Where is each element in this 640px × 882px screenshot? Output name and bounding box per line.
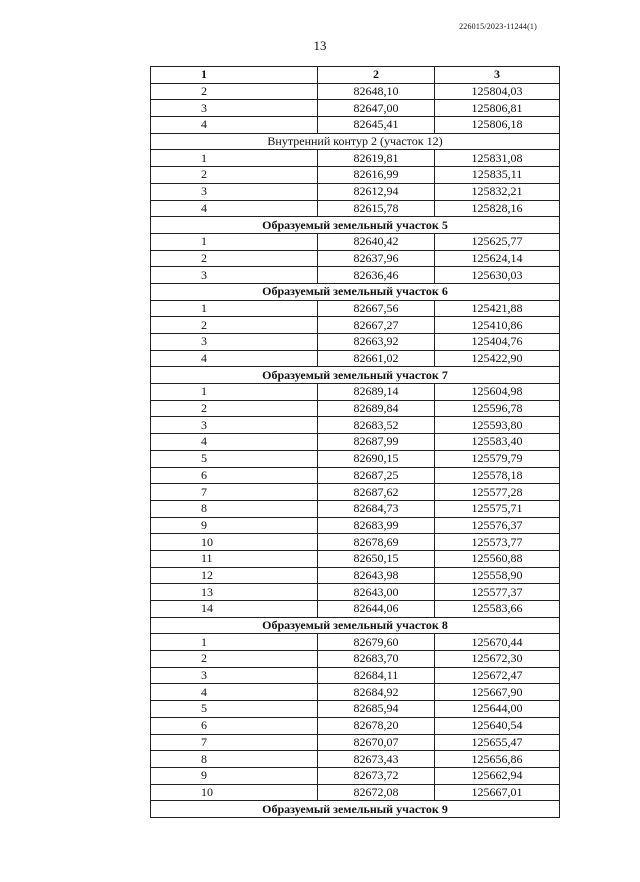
- point-number-cell: 7: [151, 734, 318, 751]
- point-number-cell: 2: [151, 400, 318, 417]
- point-number-cell: 2: [151, 250, 318, 267]
- x-coordinate-cell: 82689,14: [318, 384, 435, 401]
- y-coordinate-cell: 125804,03: [435, 83, 560, 100]
- point-number-cell: 5: [151, 701, 318, 718]
- table-row: [151, 584, 560, 601]
- point-number-cell: 4: [151, 684, 318, 701]
- point-number-cell: 3: [151, 334, 318, 351]
- y-coordinate-cell: 125667,90: [435, 684, 560, 701]
- table-row: [151, 534, 560, 551]
- section-title: Образуемый земельный участок 7: [151, 367, 560, 384]
- table-header-row: [151, 67, 560, 84]
- section-title: Образуемый земельный участок 8: [151, 617, 560, 634]
- x-coordinate-cell: 82673,72: [318, 767, 435, 784]
- y-coordinate-cell: 125575,71: [435, 500, 560, 517]
- x-coordinate-cell: 82683,52: [318, 417, 435, 434]
- point-number-cell: 1: [151, 150, 318, 167]
- table-row: [151, 517, 560, 534]
- y-coordinate-cell: 125604,98: [435, 384, 560, 401]
- y-coordinate-cell: 125410,86: [435, 317, 560, 334]
- y-coordinate-cell: 125672,30: [435, 651, 560, 668]
- point-number-cell: 2: [151, 651, 318, 668]
- x-coordinate-cell: 82684,11: [318, 667, 435, 684]
- x-coordinate-cell: 82687,25: [318, 467, 435, 484]
- y-coordinate-cell: 125404,76: [435, 334, 560, 351]
- header-cell-y: 3: [435, 67, 560, 84]
- point-number-cell: 4: [151, 117, 318, 134]
- y-coordinate-cell: 125583,40: [435, 434, 560, 451]
- x-coordinate-cell: 82678,20: [318, 717, 435, 734]
- x-coordinate-cell: 82647,00: [318, 100, 435, 117]
- y-coordinate-cell: 125576,37: [435, 517, 560, 534]
- x-coordinate-cell: 82678,69: [318, 534, 435, 551]
- y-coordinate-cell: 125806,18: [435, 117, 560, 134]
- table-row: [151, 350, 560, 367]
- table-row: [151, 384, 560, 401]
- table-row: [151, 167, 560, 184]
- section-header-row: [151, 367, 560, 384]
- point-number-cell: 1: [151, 634, 318, 651]
- point-number-cell: 12: [151, 567, 318, 584]
- coordinates-table: [150, 66, 560, 818]
- x-coordinate-cell: 82644,06: [318, 601, 435, 618]
- x-coordinate-cell: 82687,62: [318, 484, 435, 501]
- point-number-cell: 9: [151, 767, 318, 784]
- table-row: [151, 400, 560, 417]
- x-coordinate-cell: 82643,00: [318, 584, 435, 601]
- x-coordinate-cell: 82648,10: [318, 83, 435, 100]
- point-number-cell: 11: [151, 550, 318, 567]
- y-coordinate-cell: 125644,00: [435, 701, 560, 718]
- x-coordinate-cell: 82667,27: [318, 317, 435, 334]
- x-coordinate-cell: 82670,07: [318, 734, 435, 751]
- section-header-row: [151, 133, 560, 150]
- x-coordinate-cell: 82643,98: [318, 567, 435, 584]
- table-row: [151, 150, 560, 167]
- y-coordinate-cell: 125655,47: [435, 734, 560, 751]
- point-number-cell: 1: [151, 384, 318, 401]
- x-coordinate-cell: 82615,78: [318, 200, 435, 217]
- table-row: [151, 317, 560, 334]
- table-row: [151, 450, 560, 467]
- x-coordinate-cell: 82687,99: [318, 434, 435, 451]
- table-row: [151, 684, 560, 701]
- point-number-cell: 6: [151, 717, 318, 734]
- point-number-cell: 3: [151, 267, 318, 284]
- y-coordinate-cell: 125625,77: [435, 233, 560, 250]
- section-header-row: [151, 217, 560, 234]
- table-row: [151, 717, 560, 734]
- table-row: [151, 567, 560, 584]
- table-row: [151, 83, 560, 100]
- x-coordinate-cell: 82637,96: [318, 250, 435, 267]
- table-row: [151, 751, 560, 768]
- x-coordinate-cell: 82690,15: [318, 450, 435, 467]
- y-coordinate-cell: 125560,88: [435, 550, 560, 567]
- point-number-cell: 2: [151, 83, 318, 100]
- x-coordinate-cell: 82673,43: [318, 751, 435, 768]
- x-coordinate-cell: 82661,02: [318, 350, 435, 367]
- table-row: [151, 701, 560, 718]
- header-cell-point: 1: [151, 67, 318, 84]
- point-number-cell: 8: [151, 500, 318, 517]
- y-coordinate-cell: 125624,14: [435, 250, 560, 267]
- table-row: [151, 784, 560, 801]
- y-coordinate-cell: 125583,66: [435, 601, 560, 618]
- document-number: 226015/2023-11244(1): [459, 22, 537, 31]
- point-number-cell: 13: [151, 584, 318, 601]
- point-number-cell: 3: [151, 183, 318, 200]
- x-coordinate-cell: 82619,81: [318, 150, 435, 167]
- y-coordinate-cell: 125558,90: [435, 567, 560, 584]
- table-row: [151, 100, 560, 117]
- x-coordinate-cell: 82684,92: [318, 684, 435, 701]
- table-row: [151, 634, 560, 651]
- table-row: [151, 417, 560, 434]
- table-row: [151, 767, 560, 784]
- x-coordinate-cell: 82650,15: [318, 550, 435, 567]
- x-coordinate-cell: 82612,94: [318, 183, 435, 200]
- y-coordinate-cell: 125579,79: [435, 450, 560, 467]
- y-coordinate-cell: 125422,90: [435, 350, 560, 367]
- point-number-cell: 10: [151, 534, 318, 551]
- point-number-cell: 4: [151, 350, 318, 367]
- table-row: [151, 734, 560, 751]
- point-number-cell: 5: [151, 450, 318, 467]
- point-number-cell: 2: [151, 167, 318, 184]
- point-number-cell: 4: [151, 434, 318, 451]
- table-row: [151, 200, 560, 217]
- x-coordinate-cell: 82645,41: [318, 117, 435, 134]
- point-number-cell: 4: [151, 200, 318, 217]
- table-row: [151, 651, 560, 668]
- y-coordinate-cell: 125832,21: [435, 183, 560, 200]
- point-number-cell: 8: [151, 751, 318, 768]
- table-row: [151, 267, 560, 284]
- section-title: Образуемый земельный участок 5: [151, 217, 560, 234]
- table-row: [151, 183, 560, 200]
- section-header-row: [151, 801, 560, 818]
- y-coordinate-cell: 125578,18: [435, 467, 560, 484]
- coordinates-table-body: [151, 67, 560, 818]
- x-coordinate-cell: 82683,99: [318, 517, 435, 534]
- y-coordinate-cell: 125421,88: [435, 300, 560, 317]
- point-number-cell: 6: [151, 467, 318, 484]
- y-coordinate-cell: 125672,47: [435, 667, 560, 684]
- table-row: [151, 334, 560, 351]
- x-coordinate-cell: 82663,92: [318, 334, 435, 351]
- y-coordinate-cell: 125577,28: [435, 484, 560, 501]
- x-coordinate-cell: 82689,84: [318, 400, 435, 417]
- section-title: Образуемый земельный участок 9: [151, 801, 560, 818]
- y-coordinate-cell: 125573,77: [435, 534, 560, 551]
- x-coordinate-cell: 82616,99: [318, 167, 435, 184]
- x-coordinate-cell: 82672,08: [318, 784, 435, 801]
- point-number-cell: 3: [151, 667, 318, 684]
- x-coordinate-cell: 82684,73: [318, 500, 435, 517]
- x-coordinate-cell: 82667,56: [318, 300, 435, 317]
- y-coordinate-cell: 125656,86: [435, 751, 560, 768]
- x-coordinate-cell: 82683,70: [318, 651, 435, 668]
- y-coordinate-cell: 125828,16: [435, 200, 560, 217]
- y-coordinate-cell: 125596,78: [435, 400, 560, 417]
- point-number-cell: 7: [151, 484, 318, 501]
- x-coordinate-cell: 82636,46: [318, 267, 435, 284]
- section-header-row: [151, 617, 560, 634]
- y-coordinate-cell: 125667,01: [435, 784, 560, 801]
- table-row: [151, 117, 560, 134]
- y-coordinate-cell: 125806,81: [435, 100, 560, 117]
- point-number-cell: 9: [151, 517, 318, 534]
- section-title: Образуемый земельный участок 6: [151, 283, 560, 300]
- y-coordinate-cell: 125662,94: [435, 767, 560, 784]
- x-coordinate-cell: 82685,94: [318, 701, 435, 718]
- y-coordinate-cell: 125831,08: [435, 150, 560, 167]
- section-header-row: [151, 283, 560, 300]
- point-number-cell: 14: [151, 601, 318, 618]
- table-row: [151, 601, 560, 618]
- point-number-cell: 1: [151, 233, 318, 250]
- point-number-cell: 3: [151, 417, 318, 434]
- table-row: [151, 484, 560, 501]
- header-cell-x: 2: [318, 67, 435, 84]
- table-row: [151, 233, 560, 250]
- y-coordinate-cell: 125670,44: [435, 634, 560, 651]
- page-number: 13: [313, 38, 327, 53]
- point-number-cell: 10: [151, 784, 318, 801]
- table-row: [151, 300, 560, 317]
- y-coordinate-cell: 125640,54: [435, 717, 560, 734]
- table-row: [151, 550, 560, 567]
- table-row: [151, 467, 560, 484]
- table-row: [151, 500, 560, 517]
- point-number-cell: 3: [151, 100, 318, 117]
- point-number-cell: 1: [151, 300, 318, 317]
- table-row: [151, 667, 560, 684]
- x-coordinate-cell: 82640,42: [318, 233, 435, 250]
- x-coordinate-cell: 82679,60: [318, 634, 435, 651]
- y-coordinate-cell: 125835,11: [435, 167, 560, 184]
- y-coordinate-cell: 125577,37: [435, 584, 560, 601]
- y-coordinate-cell: 125630,03: [435, 267, 560, 284]
- table-row: [151, 434, 560, 451]
- section-title: Внутренний контур 2 (участок 12): [151, 133, 560, 150]
- y-coordinate-cell: 125593,80: [435, 417, 560, 434]
- table-row: [151, 250, 560, 267]
- point-number-cell: 2: [151, 317, 318, 334]
